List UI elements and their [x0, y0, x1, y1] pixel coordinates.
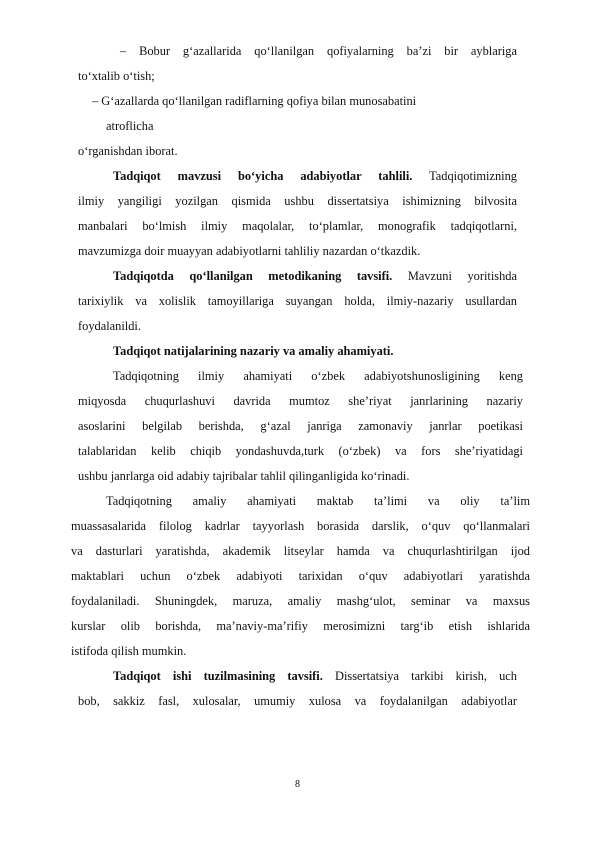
section-heading-significance: Tadqiqot natijalarining nazariy va amaliy ahamiyati. [113, 344, 394, 358]
text-line: Tadqiqotning amaliy ahamiyati maktab ta’limi va oliy ta’lim [106, 494, 530, 508]
text-line: atroflicha [106, 119, 154, 133]
text-line: istifoda qilish mumkin. [71, 644, 187, 658]
list-item: – G‘azallarda qo‘llanilgan radiflarning qofiya bilan munosabatini [92, 94, 417, 108]
text-line: kurslar olib borishda, ma’naviy-ma’rifiy merosimizni targ‘ib etish ishlarida [71, 619, 530, 633]
text-line: asoslarini belgilab berishda, g‘azal janriga zamonaviy janrlar poetikasi [78, 419, 523, 433]
text-line: miqyosda chuqurlashuvi davrida mumtoz she’riyat janrlarining nazariy [78, 394, 523, 408]
section-heading-structure: Tadqiqot ishi tuzilmasining tavsifi. Dissertatsiya tarkibi kirish, uch [113, 669, 517, 683]
text-line: foydalaniladi. Shuningdek, maruza, amaliy mashg‘ulot, seminar va maxsus [71, 594, 530, 608]
text-line: – Bobur g‘azallarida qo‘llanilgan qofiyalarning ba’zi bir ayblariga [120, 44, 517, 58]
text-line: foydalanildi. [78, 319, 141, 333]
text-line: talablaridan kelib chiqib yondashuvda,turk (o‘zbek) va fors she’riyatidagi [78, 444, 523, 458]
page-number: 8 [295, 779, 300, 790]
text-line: ushbu janrlarga oid adabiy tajribalar tahlil qilinganligida ko‘rinadi. [78, 469, 410, 483]
text-line: Tadqiqotning ilmiy ahamiyati o‘zbek adabiyotshunosligining keng [113, 369, 523, 383]
section-heading-methodology: Tadqiqotda qo‘llanilgan metodikaning tavsifi. Mavzuni yoritishda [113, 269, 517, 283]
text-line: bob, sakkiz fasl, xulosalar, umumiy xulosa va foydalanilgan adabiyotlar [78, 694, 517, 708]
text-line: muassasalarida filolog kadrlar tayyorlash borasida darslik, o‘quv qo‘llanmalari [71, 519, 530, 533]
text-line: va dasturlari yaratishda, akademik litseylar hamda va chuqurlashtirilgan ijod [71, 544, 530, 558]
section-heading-literature: Tadqiqot mavzusi bo‘yicha adabiyotlar tahlili. Tadqiqotimizning [113, 169, 517, 183]
text-line: ilmiy yangiligi yozilgan qismida ushbu dissertatsiya ishimizning bilvosita [78, 194, 517, 208]
text-line: maktablari uchun o‘zbek adabiyoti tarixidan o‘quv adabiyotlari yaratishda [71, 569, 530, 583]
text-line: to‘xtalib o‘tish; [78, 69, 155, 83]
text-line: o‘rganishdan iborat. [78, 144, 178, 158]
text-line: manbalari bo‘lmish ilmiy maqolalar, to‘plamlar, monografik tadqiqotlarni, [78, 219, 517, 233]
text-line: mavzumizga doir muayyan adabiyotlarni tahliliy nazardan o‘tkazdik. [78, 244, 421, 258]
text-line: tarixiylik va xolislik tamoyillariga suyangan holda, ilmiy-nazariy usullardan [78, 294, 517, 308]
